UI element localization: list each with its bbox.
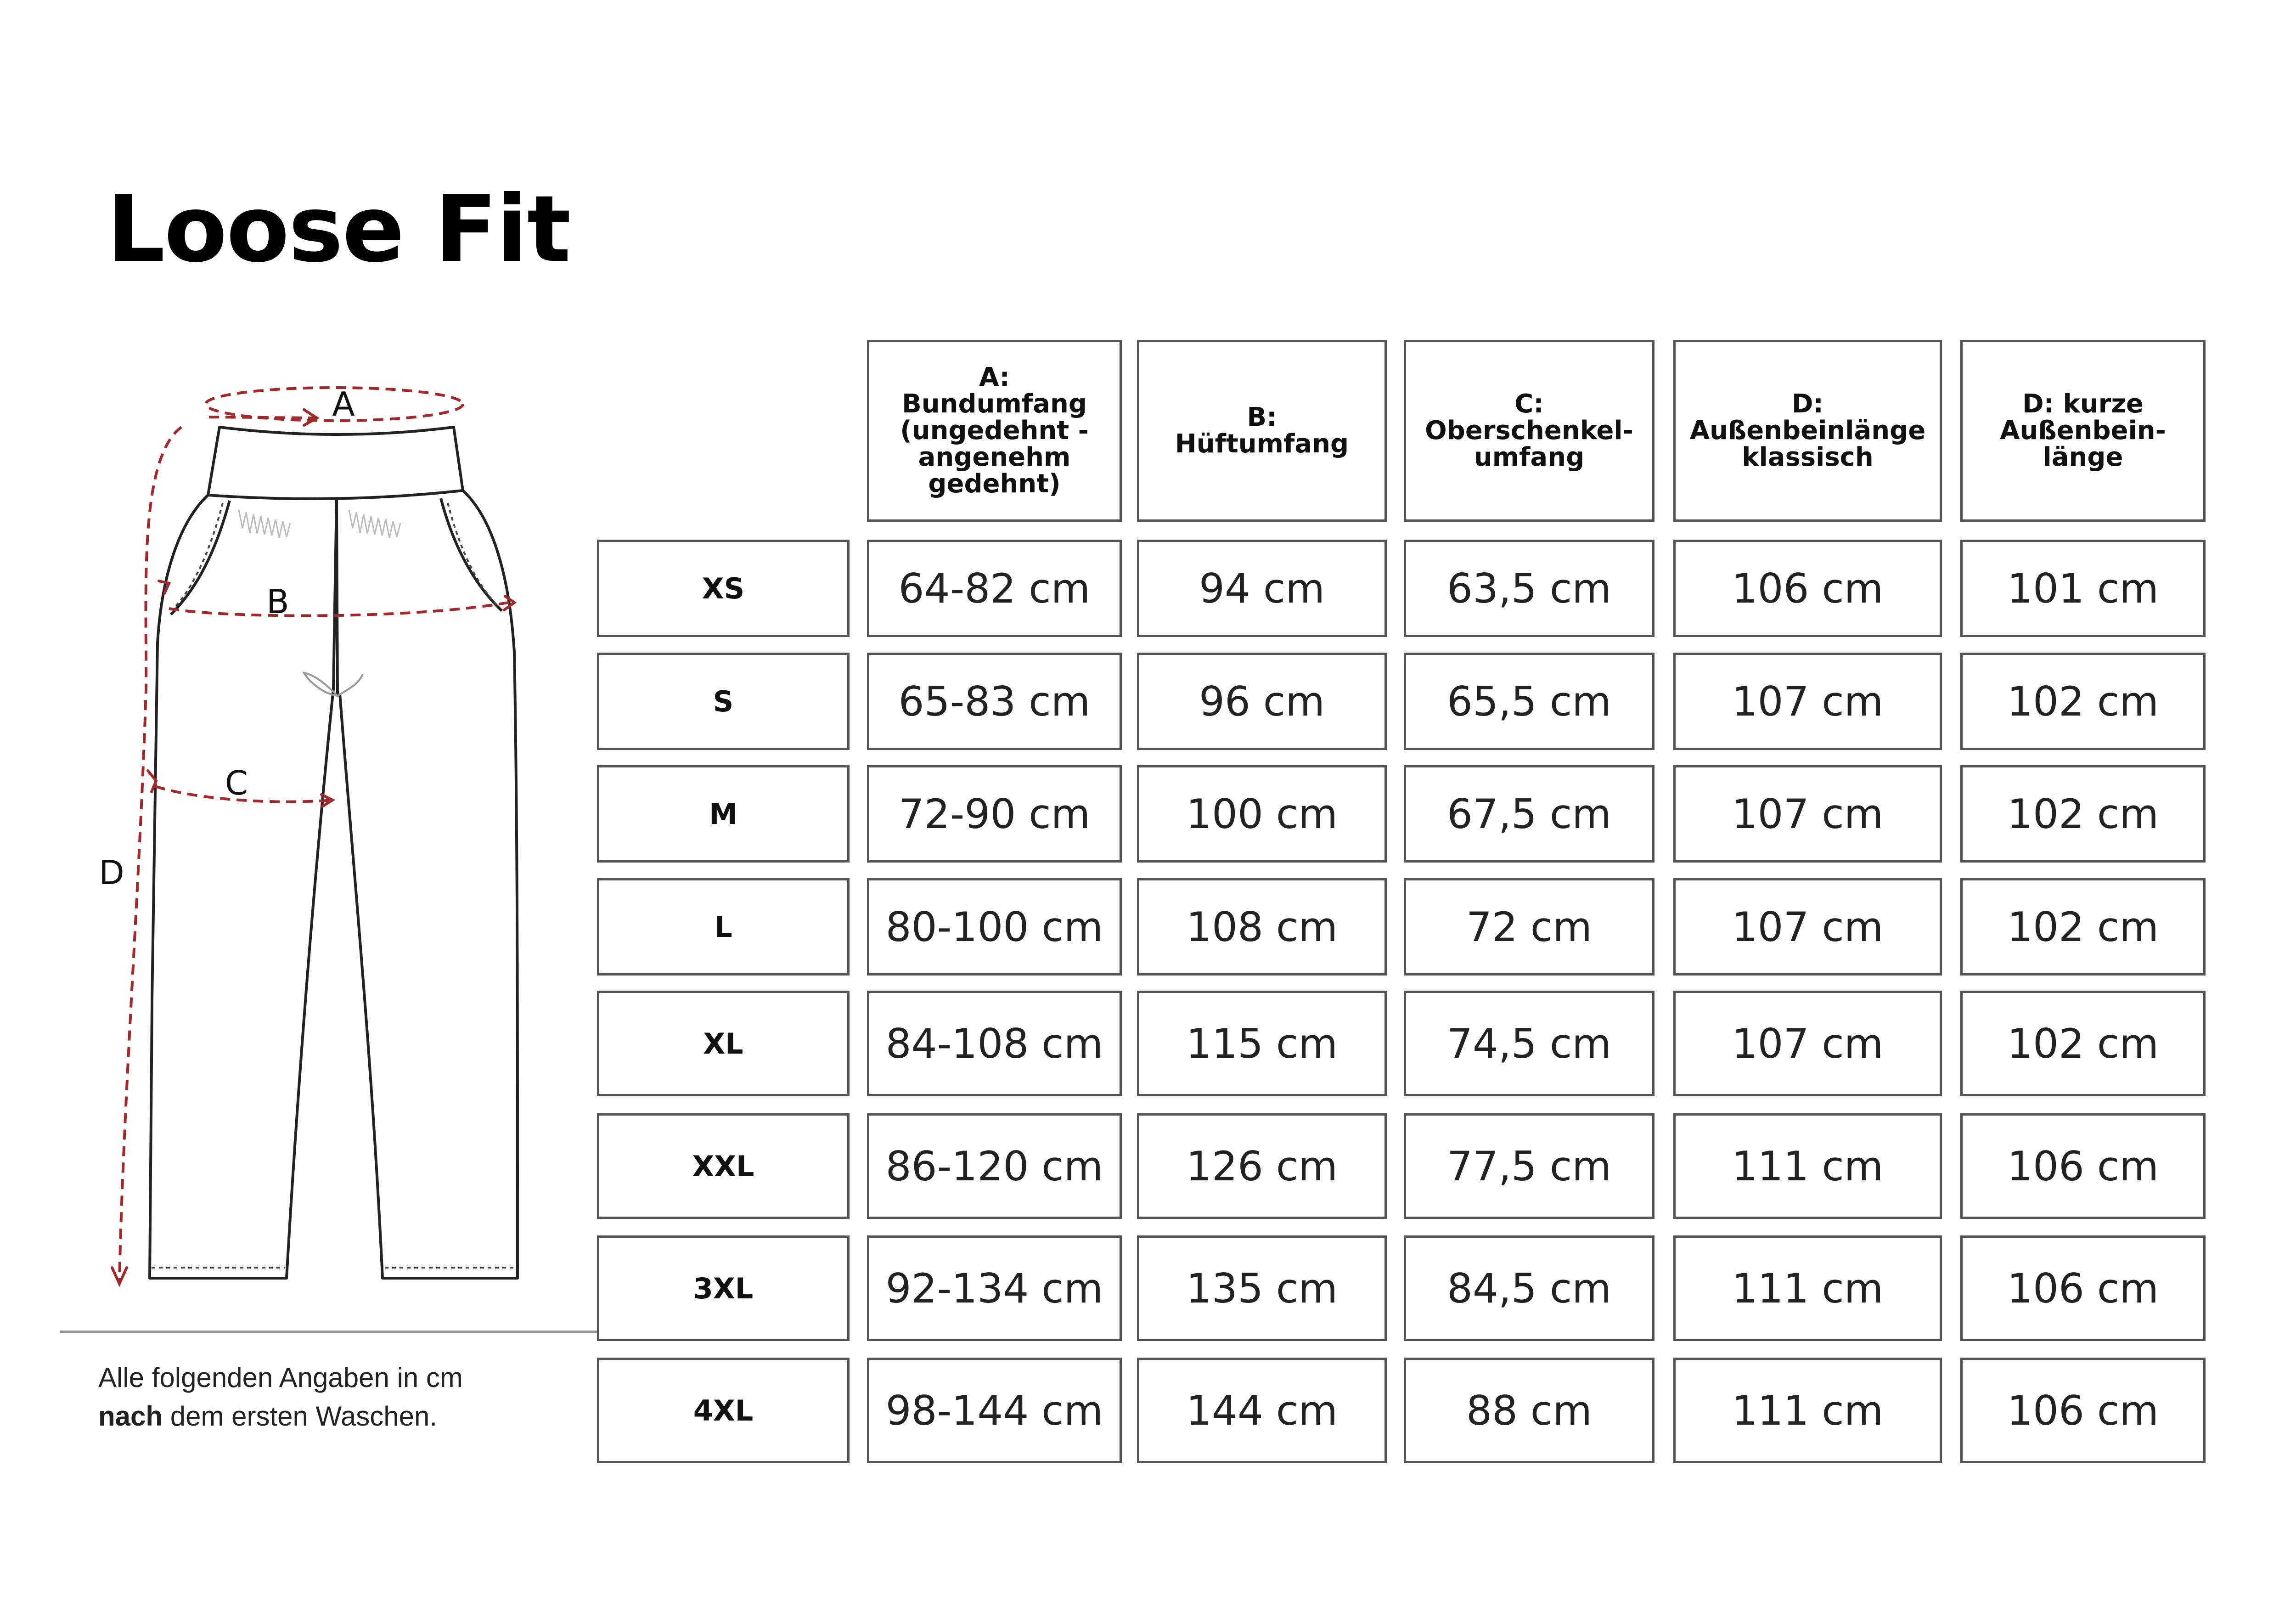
table-cell: 65-83 cm <box>867 653 1122 750</box>
column-header: C: Oberschenkel- umfang <box>1404 340 1654 522</box>
table-cell: 144 cm <box>1137 1358 1387 1463</box>
table-cell: 107 cm <box>1673 991 1942 1096</box>
note-emphasis: nach <box>98 1401 163 1432</box>
table-cell: 72 cm <box>1404 878 1654 976</box>
size-label: XL <box>597 991 850 1096</box>
table-cell: 106 cm <box>1960 1235 2206 1341</box>
measurement-lines <box>119 388 513 1281</box>
table-cell: 65,5 cm <box>1404 653 1654 750</box>
column-header: A: Bundumfang (ungedehnt - angenehm gedehnt) <box>867 340 1122 522</box>
size-label: 3XL <box>597 1235 850 1341</box>
size-label: XS <box>597 540 850 637</box>
note-line-2-text: dem ersten Waschen. <box>170 1401 438 1432</box>
size-label: S <box>597 653 850 750</box>
table-cell: 84,5 cm <box>1404 1235 1654 1341</box>
table-cell: 96 cm <box>1137 653 1387 750</box>
table-cell: 135 cm <box>1137 1235 1387 1341</box>
column-header: D: kurze Außenbein- länge <box>1960 340 2206 522</box>
table-cell: 102 cm <box>1960 765 2206 863</box>
column-header: D: Außenbeinlänge klassisch <box>1673 340 1942 522</box>
table-cell: 102 cm <box>1960 878 2206 976</box>
table-cell: 107 cm <box>1673 878 1942 976</box>
table-cell: 80-100 cm <box>867 878 1122 976</box>
table-cell: 108 cm <box>1137 878 1387 976</box>
table-cell: 126 cm <box>1137 1113 1387 1219</box>
divider <box>60 1331 597 1333</box>
table-cell: 72-90 cm <box>867 765 1122 863</box>
table-cell: 102 cm <box>1960 653 2206 750</box>
table-cell: 101 cm <box>1960 540 2206 637</box>
label-c: C <box>225 764 248 802</box>
label-b: B <box>266 582 289 621</box>
measurement-note <box>98 1359 463 1436</box>
table-cell: 86-120 cm <box>867 1113 1122 1219</box>
table-cell: 92-134 cm <box>867 1235 1122 1341</box>
table-cell: 106 cm <box>1960 1358 2206 1463</box>
size-label: M <box>597 765 850 863</box>
table-cell: 63,5 cm <box>1404 540 1654 637</box>
table-cell: 111 cm <box>1673 1235 1942 1341</box>
table-cell: 88 cm <box>1404 1358 1654 1463</box>
size-label: L <box>597 878 850 976</box>
label-a: A <box>332 385 355 423</box>
size-label: 4XL <box>597 1358 850 1463</box>
table-cell: 100 cm <box>1137 765 1387 863</box>
table-cell: 115 cm <box>1137 991 1387 1096</box>
trousers-measurement-diagram <box>0 0 602 1332</box>
size-label: XXL <box>597 1113 850 1219</box>
table-cell: 77,5 cm <box>1404 1113 1654 1219</box>
table-cell: 106 cm <box>1960 1113 2206 1219</box>
table-cell: 102 cm <box>1960 991 2206 1096</box>
table-cell: 111 cm <box>1673 1113 1942 1219</box>
table-cell: 107 cm <box>1673 653 1942 750</box>
page-title: Loose Fit <box>107 176 570 283</box>
table-cell: 64-82 cm <box>867 540 1122 637</box>
table-cell: 94 cm <box>1137 540 1387 637</box>
column-header: B: Hüftumfang <box>1137 340 1387 522</box>
table-cell: 106 cm <box>1673 540 1942 637</box>
table-cell: 74,5 cm <box>1404 991 1654 1096</box>
table-cell: 67,5 cm <box>1404 765 1654 863</box>
table-cell: 84-108 cm <box>867 991 1122 1096</box>
note-line-1: Alle folgenden Angaben in cm <box>98 1362 463 1393</box>
note-line-2 <box>98 1397 463 1436</box>
table-cell: 111 cm <box>1673 1358 1942 1463</box>
label-d: D <box>99 853 124 892</box>
table-cell: 98-144 cm <box>867 1358 1122 1463</box>
table-cell: 107 cm <box>1673 765 1942 863</box>
